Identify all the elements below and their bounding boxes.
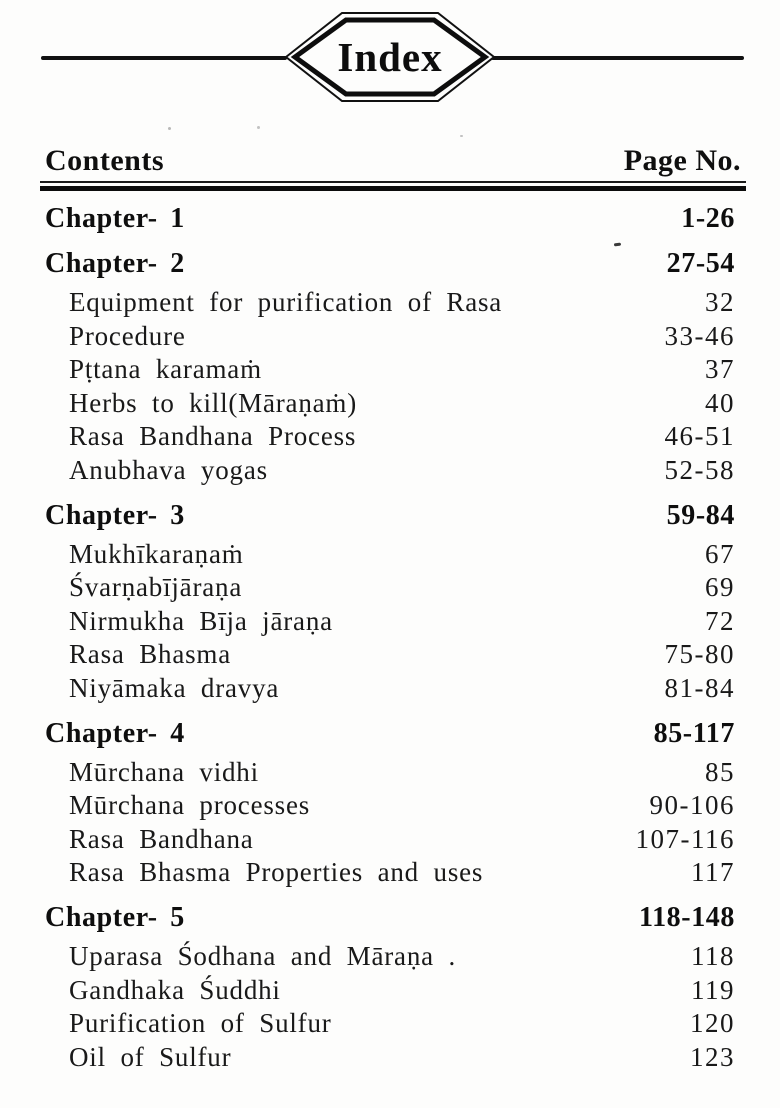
toc-row — [45, 353, 735, 387]
toc-row — [45, 902, 735, 936]
header-divider-thin — [40, 181, 746, 183]
toc-row — [45, 974, 735, 1008]
toc-row-label: Herbs to kill(Māraṇaṁ) — [69, 387, 358, 418]
toc-row-pages: 119 — [691, 974, 735, 1005]
toc-row-pages: 32 — [705, 287, 735, 318]
toc-row — [45, 202, 735, 236]
scan-speck — [460, 135, 463, 137]
toc-row-label: Purification of Sulfur — [69, 1008, 332, 1039]
toc-row-pages: 69 — [705, 572, 735, 603]
toc-row-label: Chapter- 1 — [45, 202, 185, 234]
toc-row-pages: 117 — [691, 857, 735, 888]
toc-row — [45, 286, 735, 320]
toc-row-label: Uparasa Śodhana and Māraṇa . — [69, 941, 457, 972]
toc-row-label: Chapter- 5 — [45, 902, 185, 934]
toc-row-label: Rasa Bhasma Properties and uses — [69, 857, 484, 888]
toc-row-label: Mūrchana vidhi — [69, 756, 259, 787]
toc-row-label: Gandhaka Śuddhi — [69, 974, 281, 1005]
toc-row — [45, 717, 735, 751]
toc-row-pages: 72 — [705, 605, 735, 636]
toc-row-label: Equipment for purification of Rasa — [69, 287, 503, 318]
toc-row-pages: 33-46 — [664, 320, 735, 351]
toc-row-pages: 67 — [705, 538, 735, 569]
page-no-column-header: Page No. — [623, 144, 741, 177]
contents-column-header: Contents — [45, 144, 165, 177]
scan-speck — [257, 126, 260, 129]
toc-row-label: Anubhava yogas — [69, 454, 268, 485]
toc-row — [45, 940, 735, 974]
toc-row-pages: 90-106 — [649, 790, 735, 821]
toc-row-label: Rasa Bhasma — [69, 639, 232, 670]
toc-row-label: Niyāmaka dravya — [69, 672, 280, 703]
toc-row-pages: 1-26 — [681, 202, 735, 234]
toc-row — [45, 499, 735, 533]
header-divider-thick — [40, 186, 746, 191]
toc-row-label: Oil of Sulfur — [69, 1041, 232, 1072]
toc-row — [45, 638, 735, 672]
toc-row — [45, 789, 735, 823]
toc-row-pages: 27-54 — [666, 248, 735, 280]
toc-row-label: Pṭtana karamaṁ — [69, 354, 262, 385]
toc-row-label: Chapter- 4 — [45, 717, 185, 749]
toc-row-label: Chapter- 2 — [45, 248, 185, 280]
header-rule-right — [491, 56, 744, 60]
toc-row-pages: 85 — [705, 756, 735, 787]
toc-row — [45, 1007, 735, 1041]
toc-row — [45, 856, 735, 890]
toc-row-label: Rasa Bandhana — [69, 823, 254, 854]
toc-row — [45, 571, 735, 605]
toc-row-pages: 123 — [690, 1041, 735, 1072]
toc-row-label: Śvarṇabījāraṇa — [69, 572, 243, 603]
header-rule-left — [41, 56, 287, 60]
toc-row — [45, 420, 735, 454]
toc-row-pages: 59-84 — [666, 499, 735, 531]
toc-row — [45, 605, 735, 639]
toc-row-pages: 120 — [690, 1008, 735, 1039]
toc-row-pages: 118-148 — [639, 902, 735, 934]
toc-row — [45, 248, 735, 282]
toc-row-label: Chapter- 3 — [45, 499, 185, 531]
toc-row — [45, 756, 735, 790]
toc-list — [45, 197, 735, 1074]
toc-row-label: Procedure — [69, 320, 186, 351]
toc-row — [45, 387, 735, 421]
toc-row-pages: 81-84 — [664, 672, 735, 703]
toc-row-pages: 37 — [705, 354, 735, 385]
toc-row — [45, 823, 735, 857]
toc-row-label: Mukhīkaraṇaṁ — [69, 538, 244, 569]
toc-row-label: Nirmukha Bīja jāraṇa — [69, 605, 333, 636]
toc-row-label: Mūrchana processes — [69, 790, 311, 821]
scan-speck — [168, 127, 171, 130]
toc-row-pages: 107-116 — [635, 823, 735, 854]
toc-row-pages: 40 — [705, 387, 735, 418]
toc-row-pages: 85-117 — [653, 717, 735, 749]
toc-row-pages: 52-58 — [664, 454, 735, 485]
toc-row — [45, 538, 735, 572]
toc-row — [45, 454, 735, 488]
toc-row — [45, 1041, 735, 1075]
toc-row-pages: 118 — [691, 941, 735, 972]
toc-row-label: Rasa Bandhana Process — [69, 421, 357, 452]
toc-row — [45, 672, 735, 706]
toc-row — [45, 320, 735, 354]
index-badge — [284, 9, 496, 105]
index-badge-title: Index — [337, 34, 443, 80]
toc-row-pages: 75-80 — [664, 639, 735, 670]
toc-row-pages: 46-51 — [664, 421, 735, 452]
hexagon-badge-icon — [284, 9, 496, 105]
